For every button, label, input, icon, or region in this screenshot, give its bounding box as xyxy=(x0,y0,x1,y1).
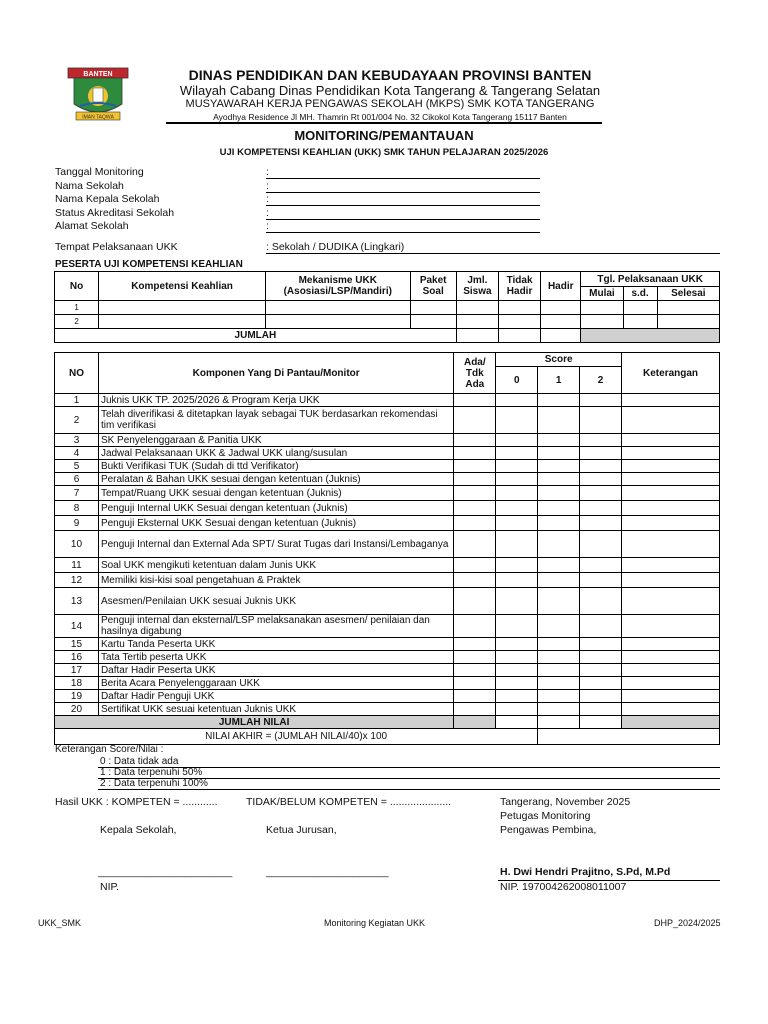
item-no: 12 xyxy=(55,573,99,588)
keterangan-cell[interactable] xyxy=(622,651,720,664)
footer-left: UKK_SMK xyxy=(38,918,82,928)
item-text: Penguji Internal dan External Ada SPT/ Surat Tugas dari Instansi/Lembaganya xyxy=(98,531,453,558)
ada-cell[interactable] xyxy=(454,473,496,486)
item-text: Penguji Internal UKK Sesuai dengan ketentuan (Juknis) xyxy=(98,501,453,516)
jumlah-row xyxy=(55,329,720,343)
score-2-cell[interactable] xyxy=(580,651,622,664)
item-text: Bukti Verifikasi TUK (Sudah di ttd Verifikator) xyxy=(98,460,453,473)
ada-cell[interactable] xyxy=(454,588,496,615)
score-0-cell[interactable] xyxy=(496,703,538,716)
score-2-cell[interactable] xyxy=(580,447,622,460)
col-ada xyxy=(454,353,496,394)
col-score-1: 1 xyxy=(538,367,580,394)
score-0-cell[interactable] xyxy=(496,486,538,501)
col-ada-l3: Ada xyxy=(465,378,485,390)
item-text: Tempat/Ruang UKK sesuai dengan ketentuan (Juknis) xyxy=(98,486,453,501)
place-date: Tangerang, November 2025 xyxy=(500,796,631,808)
info-fields xyxy=(55,166,174,234)
col-jml xyxy=(456,272,498,301)
item-no: 14 xyxy=(55,615,99,638)
table-row xyxy=(55,703,720,716)
col-mekanisme xyxy=(265,272,410,301)
ada-cell[interactable] xyxy=(454,486,496,501)
score-0-cell[interactable] xyxy=(496,677,538,690)
ada-cell[interactable] xyxy=(454,501,496,516)
keterangan-line xyxy=(98,789,720,790)
keterangan-cell[interactable] xyxy=(622,558,720,573)
item-text: Kartu Tanda Peserta UKK xyxy=(98,638,453,651)
item-no: 15 xyxy=(55,638,99,651)
table-row xyxy=(55,315,720,329)
col-score-0: 0 xyxy=(496,367,538,394)
ada-cell[interactable] xyxy=(454,615,496,638)
col-ada-l1: Ada/ xyxy=(463,356,486,368)
score-2-cell[interactable] xyxy=(580,615,622,638)
tempat-line xyxy=(266,253,720,254)
score-1-cell[interactable] xyxy=(538,558,580,573)
score-1-cell[interactable] xyxy=(538,407,580,434)
item-no: 8 xyxy=(55,501,99,516)
ada-cell[interactable] xyxy=(454,394,496,407)
col-jml-l2: Siswa xyxy=(463,286,492,297)
col-no: NO xyxy=(55,353,99,394)
ada-cell[interactable] xyxy=(454,558,496,573)
footer-right: DHP_2024/2025 xyxy=(654,918,721,928)
jumlah-nilai-label: JUMLAH NILAI xyxy=(55,716,454,729)
score-0-cell[interactable] xyxy=(496,531,538,558)
score-0-cell[interactable] xyxy=(496,501,538,516)
address-line: Ayodhya Residence Jl MH. Thamrin Rt 001/004 No. 32 Cikokol Kota Tangerang 15117 Banten xyxy=(213,112,567,122)
score-0-cell[interactable] xyxy=(496,588,538,615)
col-tgl: Tgl. Pelaksanaan UKK xyxy=(581,272,720,287)
keterangan-item: 0 : Data tidak ada xyxy=(100,756,179,767)
keterangan-item: 1 : Data terpenuhi 50% xyxy=(100,767,203,778)
score-0-cell[interactable] xyxy=(496,460,538,473)
col-paket-l1: Paket xyxy=(419,275,447,286)
pengawas-nip: NIP. 197004262008011007 xyxy=(500,881,627,893)
col-paket-l2: Soal xyxy=(422,286,444,297)
col-no: No xyxy=(55,272,99,301)
row-no: 2 xyxy=(55,315,99,329)
col-mulai: Mulai xyxy=(581,287,623,301)
table-row xyxy=(55,394,720,407)
score-2-cell[interactable] xyxy=(580,677,622,690)
field-line[interactable] xyxy=(266,192,540,193)
score-2-cell[interactable] xyxy=(580,638,622,651)
item-text: Daftar Hadir Peserta UKK xyxy=(98,664,453,677)
nilai-akhir-row xyxy=(55,729,720,745)
table-row xyxy=(55,407,720,434)
item-no: 13 xyxy=(55,588,99,615)
keterangan-item: 2 : Data terpenuhi 100% xyxy=(100,778,208,789)
item-no: 18 xyxy=(55,677,99,690)
item-no: 7 xyxy=(55,486,99,501)
item-text: Penguji internal dan eksternal/LSP melaksanakan asesmen/ penilaian dan hasilnya digabung xyxy=(98,615,453,638)
table-row xyxy=(55,690,720,703)
col-selesai: Selesai xyxy=(657,287,719,301)
table-row xyxy=(55,501,720,516)
score-1-cell[interactable] xyxy=(538,434,580,447)
nilai-akhir-label: NILAI AKHIR = (JUMLAH NILAI/40)x 100 xyxy=(55,729,538,745)
pengawas-label: Pengawas Pembina, xyxy=(500,824,597,836)
score-2-cell[interactable] xyxy=(580,501,622,516)
col-mekanisme-l1: Mekanisme UKK xyxy=(298,275,377,286)
info-field-label: Alamat Sekolah xyxy=(55,220,129,232)
score-1-cell[interactable] xyxy=(538,703,580,716)
keterangan-cell[interactable] xyxy=(622,407,720,434)
score-1-cell[interactable] xyxy=(538,615,580,638)
monitor-table xyxy=(54,352,720,745)
item-no: 10 xyxy=(55,531,99,558)
score-2-cell[interactable] xyxy=(580,407,622,434)
score-0-cell[interactable] xyxy=(496,615,538,638)
signature-line-ketua: _____________________ xyxy=(266,866,389,878)
score-2-cell[interactable] xyxy=(580,664,622,677)
table-row xyxy=(55,447,720,460)
col-paket xyxy=(410,272,456,301)
score-0-cell[interactable] xyxy=(496,407,538,434)
item-text: Tata Tertib peserta UKK xyxy=(98,651,453,664)
item-no: 11 xyxy=(55,558,99,573)
field-line[interactable] xyxy=(266,205,540,206)
item-no: 3 xyxy=(55,434,99,447)
info-colon: : xyxy=(266,166,269,178)
ada-cell[interactable] xyxy=(454,407,496,434)
score-2-cell[interactable] xyxy=(580,473,622,486)
logo-text-bottom: IMAN TAQWA xyxy=(82,114,114,121)
item-no: 17 xyxy=(55,664,99,677)
score-1-cell[interactable] xyxy=(538,690,580,703)
score-2-cell[interactable] xyxy=(580,434,622,447)
score-0-cell[interactable] xyxy=(496,473,538,486)
ada-cell[interactable] xyxy=(454,677,496,690)
col-score-2: 2 xyxy=(580,367,622,394)
score-2-cell[interactable] xyxy=(580,460,622,473)
ada-cell[interactable] xyxy=(454,531,496,558)
keterangan-cell[interactable] xyxy=(622,677,720,690)
keterangan-cell[interactable] xyxy=(622,447,720,460)
ada-cell[interactable] xyxy=(454,703,496,716)
score-1-cell[interactable] xyxy=(538,460,580,473)
ada-cell[interactable] xyxy=(454,460,496,473)
info-field-label: Nama Sekolah xyxy=(55,179,124,192)
info-colon: : xyxy=(266,193,269,205)
score-2-cell[interactable] xyxy=(580,703,622,716)
header-rule xyxy=(166,122,602,124)
item-text: Asesmen/Penilaian UKK sesuai Juknis UKK xyxy=(98,588,453,615)
keterangan-cell[interactable] xyxy=(622,615,720,638)
table-row xyxy=(55,588,720,615)
score-0-cell[interactable] xyxy=(496,573,538,588)
monitor-rows xyxy=(55,394,720,716)
keterangan-line xyxy=(98,778,720,779)
item-no: 16 xyxy=(55,651,99,664)
col-keterangan: Keterangan xyxy=(622,353,720,394)
col-komponen: Komponen Yang Di Pantau/Monitor xyxy=(98,353,453,394)
score-1-cell[interactable] xyxy=(538,447,580,460)
col-ada-l2: Tdk xyxy=(465,367,484,379)
score-0-cell[interactable] xyxy=(496,651,538,664)
info-field-label: Nama Kepala Sekolah xyxy=(55,193,160,205)
keterangan-cell[interactable] xyxy=(622,434,720,447)
item-text: Telah diverifikasi & ditetapkan layak sebagai TUK berdasarkan rekomendasi tim verifikasi xyxy=(98,407,453,434)
jumlah-label: JUMLAH xyxy=(55,329,457,343)
item-no: 4 xyxy=(55,447,99,460)
col-sd: s.d. xyxy=(623,287,657,301)
field-line[interactable] xyxy=(266,178,540,179)
keterangan-cell[interactable] xyxy=(622,573,720,588)
ada-cell[interactable] xyxy=(454,516,496,531)
col-score: Score xyxy=(496,353,622,367)
table-row xyxy=(55,677,720,690)
hasil-kompeten: Hasil UKK : KOMPETEN = ............ xyxy=(55,796,218,808)
keterangan-cell[interactable] xyxy=(622,460,720,473)
item-no: 5 xyxy=(55,460,99,473)
score-0-cell[interactable] xyxy=(496,447,538,460)
signature-line-kepala: _______________________ xyxy=(98,866,233,878)
item-text: Berita Acara Penyelenggaraan UKK xyxy=(98,677,453,690)
item-text: Peralatan & Bahan UKK sesuai dengan ketentuan (Juknis) xyxy=(98,473,453,486)
col-tidak-hadir xyxy=(498,272,540,301)
ada-cell[interactable] xyxy=(454,651,496,664)
score-0-cell[interactable] xyxy=(496,638,538,651)
info-colon: : xyxy=(266,206,269,219)
item-text: Jadwal Pelaksanaan UKK & Jadwal UKK ulang/susulan xyxy=(98,447,453,460)
table-row xyxy=(55,434,720,447)
keterangan-cell[interactable] xyxy=(622,531,720,558)
score-1-cell[interactable] xyxy=(538,516,580,531)
keterangan-line xyxy=(98,767,720,768)
score-1-cell[interactable] xyxy=(538,394,580,407)
col-mekanisme-l2: (Asosiasi/LSP/Mandiri) xyxy=(283,286,392,297)
page-subtitle: UJI KOMPETENSI KEAHLIAN (UKK) SMK TAHUN PELAJARAN 2025/2026 xyxy=(219,147,549,158)
score-2-cell[interactable] xyxy=(580,573,622,588)
mkps-title: MUSYAWARAH KERJA PENGAWAS SEKOLAH (MKPS) SMK KOTA TANGERANG xyxy=(185,98,595,110)
score-1-cell[interactable] xyxy=(538,573,580,588)
item-text: Daftar Hadir Penguji UKK xyxy=(98,690,453,703)
score-2-cell[interactable] xyxy=(580,690,622,703)
score-0-cell[interactable] xyxy=(496,516,538,531)
petugas-label: Petugas Monitoring xyxy=(500,810,591,822)
score-1-cell[interactable] xyxy=(538,473,580,486)
table-row xyxy=(55,573,720,588)
score-2-cell[interactable] xyxy=(580,531,622,558)
score-0-cell[interactable] xyxy=(496,664,538,677)
keterangan-cell[interactable] xyxy=(622,486,720,501)
pengawas-name: H. Dwi Hendri Prajitno, S.Pd, M.Pd xyxy=(500,866,671,878)
hasil-tidak-kompeten: TIDAK/BELUM KOMPETEN = ..................... xyxy=(246,796,452,808)
score-2-cell[interactable] xyxy=(580,394,622,407)
keterangan-cell[interactable] xyxy=(622,638,720,651)
score-1-cell[interactable] xyxy=(538,486,580,501)
score-1-cell[interactable] xyxy=(538,501,580,516)
keterangan-cell[interactable] xyxy=(622,473,720,486)
field-line[interactable] xyxy=(266,232,540,233)
ada-cell[interactable] xyxy=(454,447,496,460)
agency-title: DINAS PENDIDIKAN DAN KEBUDAYAAN PROVINSI BANTEN xyxy=(188,67,592,83)
keterangan-cell[interactable] xyxy=(622,703,720,716)
ada-cell[interactable] xyxy=(454,638,496,651)
item-text: Juknis UKK TP. 2025/2026 & Program Kerja UKK xyxy=(98,394,453,407)
item-no: 1 xyxy=(55,394,99,407)
item-text: Penguji Eksternal UKK Sesuai dengan ketentuan (Juknis) xyxy=(98,516,453,531)
score-1-cell[interactable] xyxy=(538,664,580,677)
table-row xyxy=(55,301,720,315)
item-no: 20 xyxy=(55,703,99,716)
field-line[interactable] xyxy=(266,219,540,220)
table-row xyxy=(55,615,720,638)
col-tidak-l2: Hadir xyxy=(506,286,533,297)
item-text: Soal UKK mengikuti ketentuan dalam Junis UKK xyxy=(98,558,453,573)
keterangan-cell[interactable] xyxy=(622,394,720,407)
logo-text-top: BANTEN xyxy=(83,71,113,78)
tempat-value: : Sekolah / DUDIKA (Lingkari) xyxy=(266,241,405,253)
keterangan-cell[interactable] xyxy=(622,516,720,531)
peserta-table xyxy=(54,271,720,343)
score-2-cell[interactable] xyxy=(580,486,622,501)
table-row xyxy=(55,486,720,501)
score-1-cell[interactable] xyxy=(538,588,580,615)
item-no: 9 xyxy=(55,516,99,531)
jumlah-nilai-row xyxy=(55,716,720,729)
branch-title: Wilayah Cabang Dinas Pendidikan Kota Tangerang & Tangerang Selatan xyxy=(179,83,601,98)
score-1-cell[interactable] xyxy=(538,677,580,690)
ada-cell[interactable] xyxy=(454,664,496,677)
keterangan-cell[interactable] xyxy=(622,690,720,703)
score-0-cell[interactable] xyxy=(496,434,538,447)
score-1-cell[interactable] xyxy=(538,651,580,664)
table-row xyxy=(55,558,720,573)
keterangan-cell[interactable] xyxy=(622,501,720,516)
score-0-cell[interactable] xyxy=(496,394,538,407)
score-2-cell[interactable] xyxy=(580,558,622,573)
col-kompetensi: Kompetensi Keahlian xyxy=(99,272,266,301)
row-no: 1 xyxy=(55,301,99,315)
nip-left: NIP. xyxy=(100,881,120,893)
score-0-cell[interactable] xyxy=(496,558,538,573)
page-title: MONITORING/PEMANTAUAN xyxy=(294,128,474,143)
keterangan-heading: Keterangan Score/Nilai : xyxy=(55,744,164,755)
col-jml-l1: Jml. xyxy=(467,275,488,286)
info-field-label: Status Akreditasi Sekolah xyxy=(55,206,175,219)
footer-center: Monitoring Kegiatan UKK xyxy=(324,918,426,928)
table-row xyxy=(55,473,720,486)
table-row xyxy=(55,651,720,664)
col-tidak-l1: Tidak xyxy=(506,275,533,286)
score-2-cell[interactable] xyxy=(580,516,622,531)
score-2-cell[interactable] xyxy=(580,588,622,615)
item-no: 2 xyxy=(55,407,99,434)
score-1-cell[interactable] xyxy=(538,531,580,558)
table-row xyxy=(55,516,720,531)
keterangan-cell[interactable] xyxy=(622,664,720,677)
kepala-sekolah-label: Kepala Sekolah, xyxy=(100,824,177,836)
tempat-label: Tempat Pelaksanaan UKK xyxy=(55,241,178,253)
info-colon: : xyxy=(266,220,269,232)
table-row xyxy=(55,460,720,473)
keterangan-cell[interactable] xyxy=(622,588,720,615)
ada-cell[interactable] xyxy=(454,434,496,447)
score-0-cell[interactable] xyxy=(496,690,538,703)
ada-cell[interactable] xyxy=(454,690,496,703)
item-text: SK Penyelenggaraan & Panitia UKK xyxy=(98,434,453,447)
item-text: Sertifikat UKK sesuai ketentuan Juknis UKK xyxy=(98,703,453,716)
item-no: 6 xyxy=(55,473,99,486)
info-field-label: Tanggal Monitoring xyxy=(55,166,144,178)
info-colon: : xyxy=(266,179,269,192)
banten-logo xyxy=(66,66,130,124)
ketua-jurusan-label: Ketua Jurusan, xyxy=(266,824,337,836)
table-row xyxy=(55,638,720,651)
table-row xyxy=(55,664,720,677)
score-1-cell[interactable] xyxy=(538,638,580,651)
table-row xyxy=(55,531,720,558)
peserta-heading: PESERTA UJI KOMPETENSI KEAHLIAN xyxy=(55,259,243,270)
item-no: 19 xyxy=(55,690,99,703)
col-hadir: Hadir xyxy=(541,272,581,301)
ada-cell[interactable] xyxy=(454,573,496,588)
item-text: Memiliki kisi-kisi soal pengetahuan & Praktek xyxy=(98,573,453,588)
